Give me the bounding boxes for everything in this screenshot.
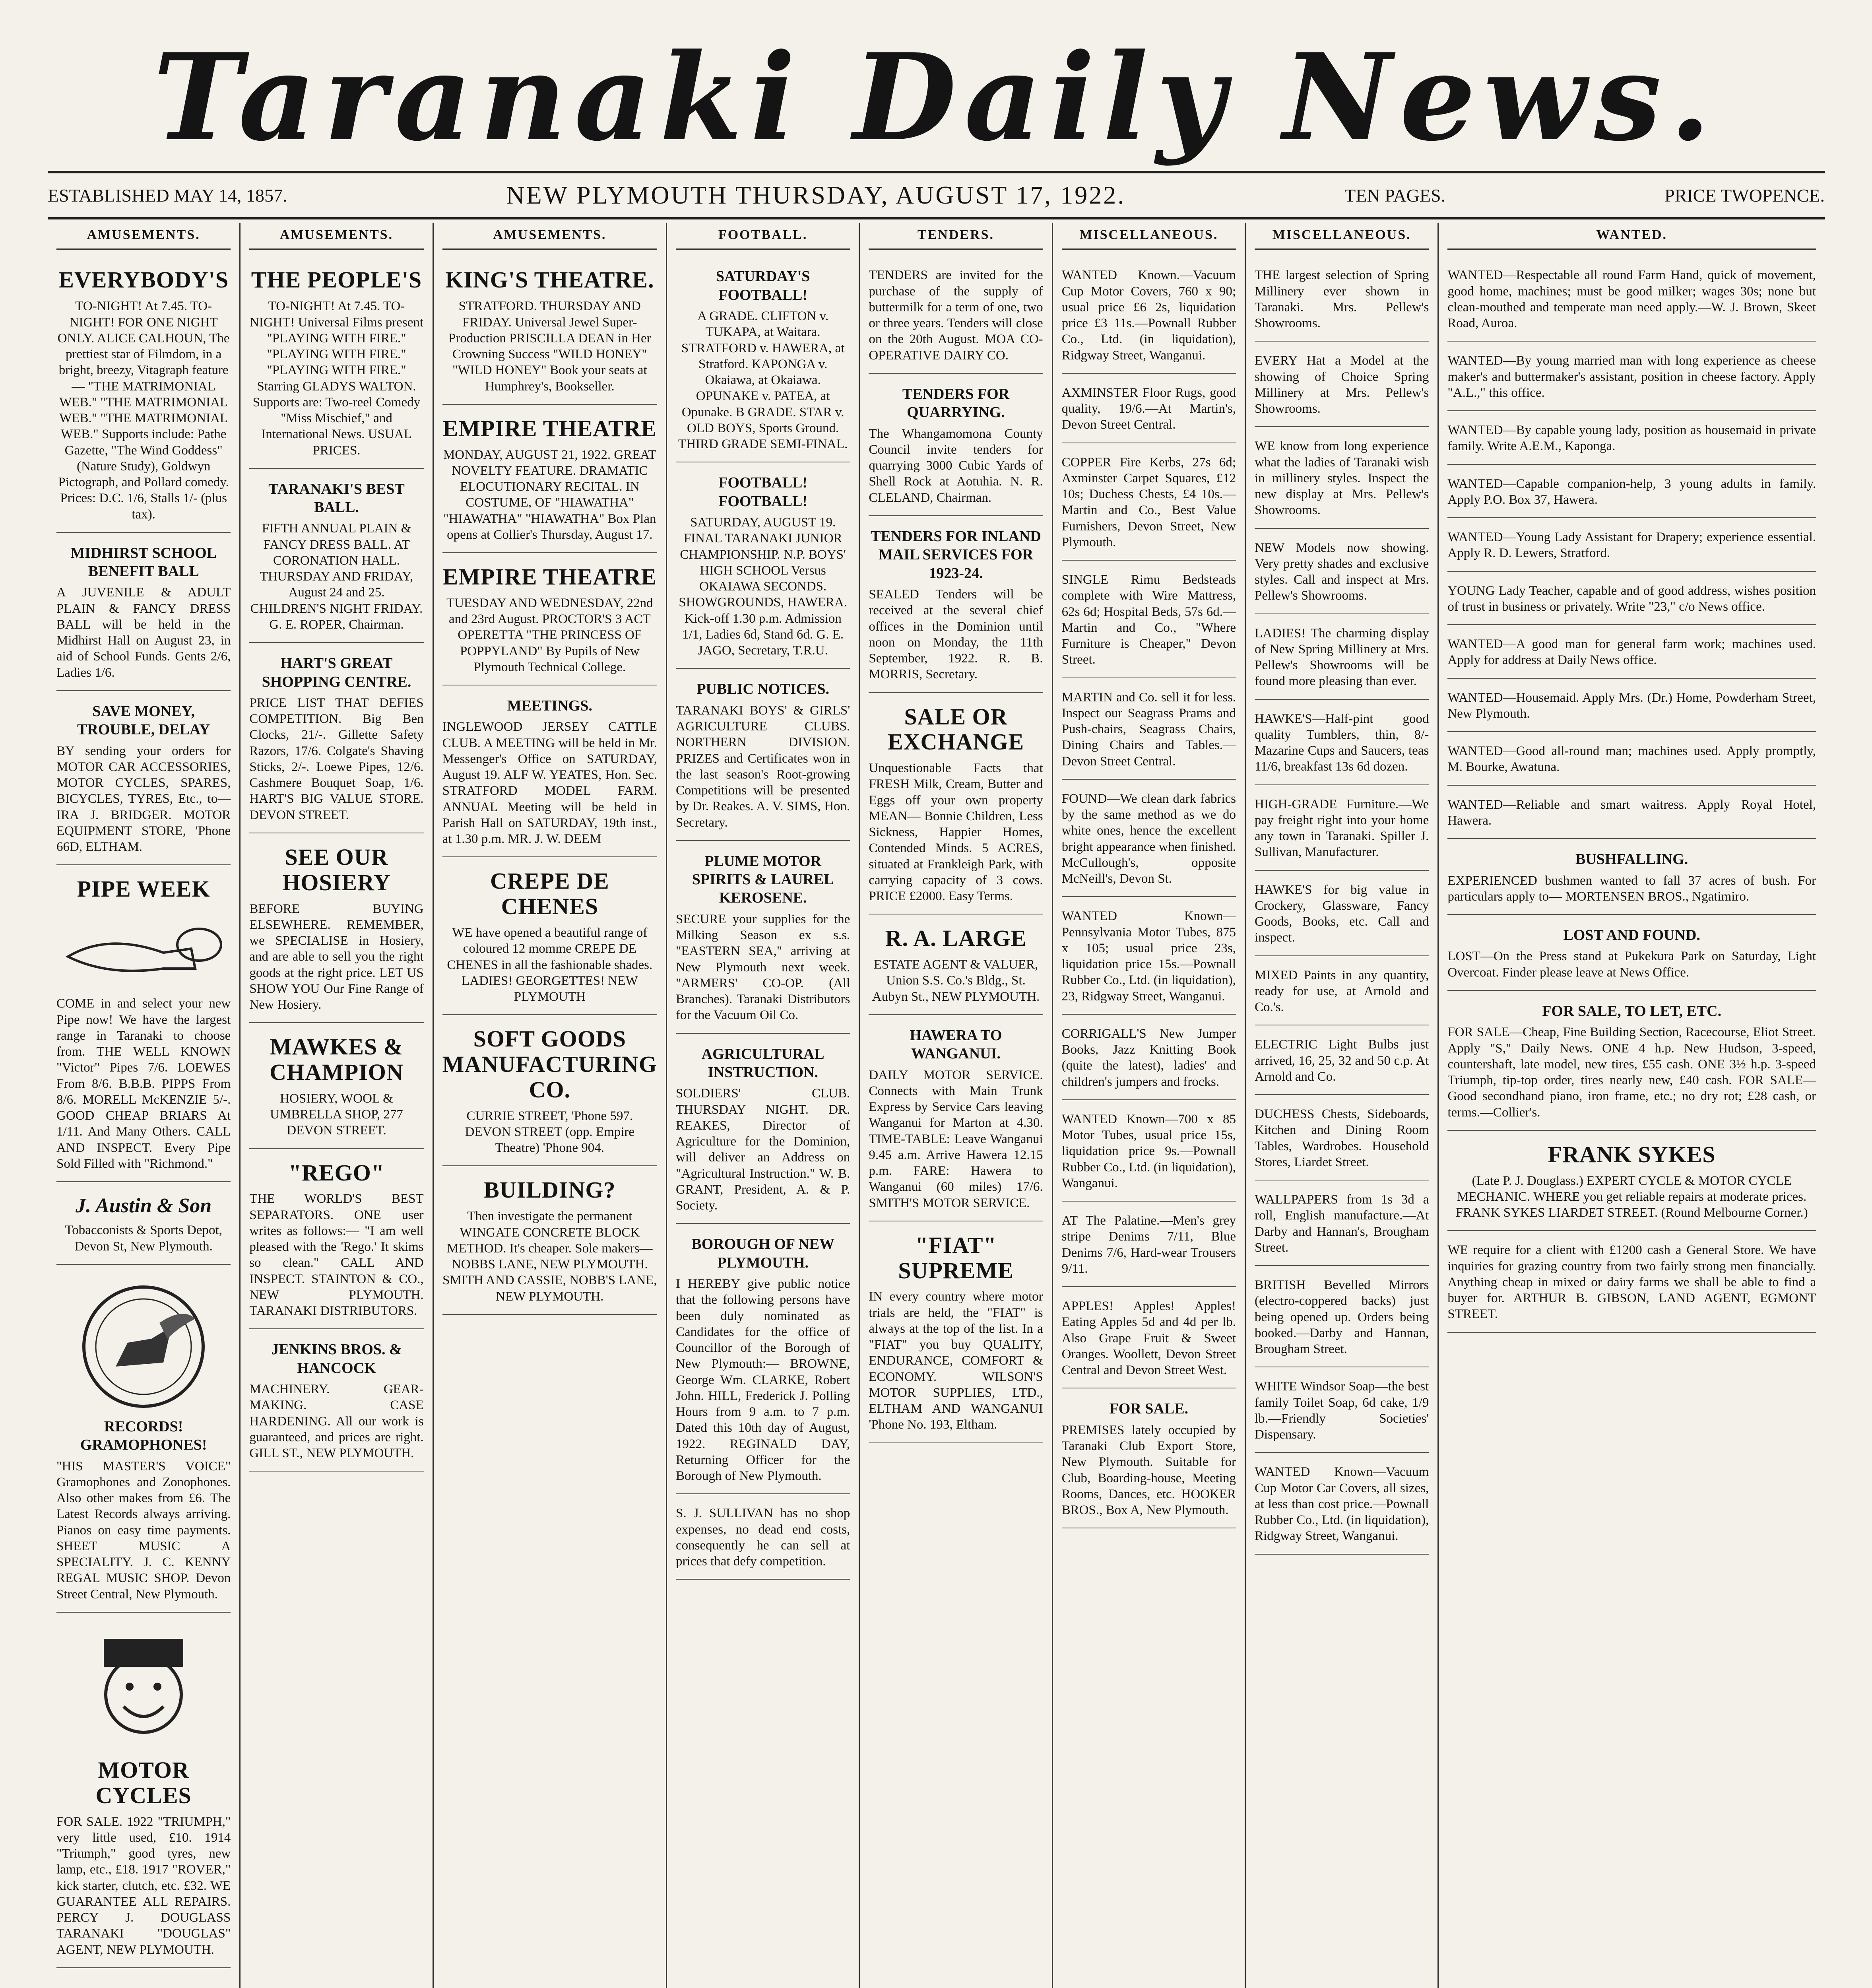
ad [869,520,1043,693]
ad-body: THE WORLD'S BEST SEPARATORS. ONE user writes as follows:— "I am well pleased with the 'Rego.' It skims so clean." CALL AND INSPECT. STAINTON & CO., NEW PLYMOUTH. TARANAKI DISTRIBUTORS. [249,1192,424,1318]
classified-ad [1447,576,1816,625]
column-football [667,223,860,1988]
column-heading: FOOTBALL. [676,223,850,250]
classified-ad [1447,415,1816,465]
classified-ad [1255,1184,1429,1266]
ad-body: S. J. SULLIVAN has no shop expenses, no dead end costs, consequently he can sell at prices that defy competition. [675,1506,850,1569]
ad-title: SAVE MONEY, TROUBLE, DELAY [77,703,210,738]
signature-austin: J. Austin & Son [76,1194,212,1217]
ad [56,1617,231,1968]
ad [249,260,423,468]
ad-body: I HEREBY give public notice that the following persons have been duly nominated as Candidates for the office of Councillor of the Borough of New Plymouth:— BROWNE, George Wm. CLARKE, Robert John. HILL, Frederick J. Polling Hours from 9 a.m. to 7 p.m. Dated this 10th day of August, 1922. REGINALD DAY, Returning Officer for the Borough of New Plymouth. [675,1277,850,1483]
ad [869,918,1043,1015]
ad [442,260,657,404]
ad [56,695,231,865]
ad-title: SEE OUR HOSIERY [282,844,391,895]
ad-body: BRITISH Bevelled Mirrors (electro-coppered backs) just being opened up. Orders being booked.—Darby and Hannan, Brougham Street. [1254,1278,1429,1357]
ad-body: FIFTH ANNUAL PLAIN & FANCY DRESS BALL. AT CORONATION HALL. THURSDAY AND FRIDAY, August 24 and 25. CHILDREN'S NIGHT FRIDAY. G. E. ROPER, Chairman. [250,521,423,632]
ad-body: WANTED—Reliable and smart waitress. Apply Royal Hotel, Hawera. [1447,797,1816,828]
column-heading: AMUSEMENTS. [249,223,423,250]
ad-body: WANTED—Good all-round man; machines used. Apply promptly, M. Bourke, Awatuna. [1447,744,1816,775]
pages-count: TEN PAGES. [1344,185,1446,206]
classified-ad [1447,469,1816,518]
classified-ad [1062,260,1236,374]
ad-body: EVERY Hat a Model at the showing of Choice Spring Millinery at Mrs. Pellew's Showrooms. [1254,353,1429,416]
his-masters-voice-logo [68,1283,219,1410]
ad-title: BUILDING? [484,1177,616,1203]
ad-body: CORRIGALL'S New Jumper Books, Jazz Knitting Book (quite the latest), ladies' and children's jumpers and frocks. [1061,1026,1236,1089]
ad-title: MAWKES & CHAMPION [270,1034,403,1085]
ad [56,869,231,1182]
classified-ad [1062,447,1236,561]
ad-body: WANTED—A good man for general farm work; machines used. Apply for address at Daily News office. [1447,637,1816,668]
ad [249,837,423,1023]
classified-ad [1447,1135,1816,1231]
ad-title: CREPE DE CHENES [490,868,609,920]
ad [249,647,423,833]
column-heading: TENDERS. [869,223,1043,250]
ad-body: WALLPAPERS from 1s 3d a roll, English manufacture.—At Darby and Hannan's, Brougham Street. [1254,1192,1429,1255]
ad-body: THE largest selection of Spring Millinery ever shown in Taranaki. Mrs. Pellew's Showrooms. [1254,268,1429,331]
ad [249,1153,423,1330]
ad-body: INGLEWOOD JERSEY CATTLE CLUB. A MEETING will be held in Mr. Messenger's Office on SATURDAY, August 19. ALF W. YEATES, Hon. Sec. STRATFORD MODEL FARM. ANNUAL Meeting will be held in Parish Hall on SATURDAY, 19th inst., at 1.30 p.m. MR. J. W. DEEM [442,720,657,846]
ad [869,697,1043,915]
ad-body: FOR SALE. 1922 "TRIUMPH," very little used, £10. 1914 "Triumph," good tyres, new lamp, etc., £18. 1917 "ROVER," kick starter, clutch, etc. £32. WE GUARANTEE ALL REPAIRS. PERCY J. DOUGLASS TARANAKI "DOUGLAS" AGENT, NEW PLYMOUTH. [56,1814,231,1957]
ad-body: WANTED—Housemaid. Apply Mrs. (Dr.) Home, Powderham Street, New Plymouth. [1447,690,1816,721]
ad-title: "REGO" [288,1159,385,1186]
ad-body: (Late P. J. Douglass.) EXPERT CYCLE & MOTOR CYCLE MECHANIC. WHERE you get reliable repairs at moderate prices. FRANK SYKES LIARDET STREET. (Round Melbourne Corner.) [1455,1173,1808,1220]
classified-ad [1447,995,1816,1131]
ad-body: SECURE your supplies for the Milking Season ex s.s. "EASTERN SEA," arriving at New Plymouth next week. "ARMERS' CO-OP. (All Branches). Taranaki Distributors for the Vacuum Oil Co. [675,912,850,1023]
ad-body: BY sending your orders for MOTOR CAR ACCESSORIES, MOTOR CYCLES, SPARES, BICYCLES, TYRES, Etc., to— IRA J. BRIDGER. MOTOR EQUIPMENT STORE, 'Phone 66D, ELTHAM. [56,744,231,854]
classified-ad [1255,533,1429,614]
ad [869,1019,1043,1221]
classified-ad [1447,1235,1816,1332]
ad-title: EMPIRE THEATRE [442,564,657,590]
ad-body: The Whangamomona County Council invite tenders for quarrying 3000 Cubic Yards of Shell Rock at Aotuhia. N. R. CLELAND, Chairman. [869,426,1043,505]
ad [676,1038,850,1224]
column-heading: AMUSEMENTS. [56,223,231,250]
column-miscellaneous-2 [1246,223,1439,1988]
ad-title: PUBLIC NOTICES. [696,681,829,698]
column-heading: MISCELLANEOUS. [1255,223,1429,250]
ad-body: WANTED—By young married man with long experience as cheese maker's and buttermaker's assistant, position in cheese factory. Apply "A.L.," this office. [1447,353,1816,400]
column-heading: MISCELLANEOUS. [1062,223,1236,250]
price-text: PRICE TWOPENCE. [1664,185,1825,206]
ad [869,1225,1043,1443]
ad-title: EMPIRE THEATRE [442,415,657,441]
column-miscellaneous-1 [1053,223,1246,1988]
classified-ad [1447,260,1816,342]
ad-body: WANTED Known—Pennsylvania Motor Tubes, 875 x 105; usual price 23s, liquidation price 15s.—Pownall Rubber Co., Ltd. (in liquidation), 23, Ridgway Street, Wanganui. [1061,909,1236,1004]
classified-ad [1062,565,1236,678]
ad-title: JENKINS BROS. & HANCOCK [271,1341,402,1376]
ad-body: SEALED Tenders will be received at the several chief offices in the Dominion until noon on Monday, the 11th September, 1922. R. B. MORRIS, Secretary. [869,587,1043,682]
classified-ad [1447,919,1816,991]
ad-body: ELECTRIC Light Bulbs just arrived, 16, 25, 32 and 50 c.p. At Arnold and Co. [1254,1037,1429,1084]
classified-ad [1255,618,1429,700]
classified-ad [1255,789,1429,871]
ad-body: SATURDAY, AUGUST 19. FINAL TARANAKI JUNIOR CHAMPIONSHIP. N.P. BOYS' HIGH SCHOOL Versus OKAIAWA SECONDS. SHOWGROUNDS, HAWERA. Kick-off 1.30 p.m. Admission 1/1, Ladies 6d, Stand 6d. G. E. JAGO, Secretary, T.R.U. [679,515,847,658]
classified-ad [1062,1291,1236,1388]
ad-title: BOROUGH OF NEW PLYMOUTH. [691,1236,834,1271]
ad-body: MONDAY, AUGUST 21, 1922. GREAT NOVELTY FEATURE. DRAMATIC ELOCUTIONARY RECITAL. IN COSTUME, OF "HIAWATHA" "HIAWATHA" "HIAWATHA" Box Plan opens at Collier's Thursday, August 17. [443,447,656,542]
classified-ad [1255,346,1429,427]
classified-ad [1062,1392,1236,1528]
classified-ad [1255,704,1429,785]
ad-title: HART'S GREAT SHOPPING CENTRE. [262,655,411,690]
column-amusements-1 [48,223,241,1988]
ad-title: LOST AND FOUND. [1563,927,1700,944]
ad-body: FOR SALE—Cheap, Fine Building Section, Racecourse, Eliot Street. Apply "S," Daily News. ONE 4 h.p. New Hudson, 3-speed, countershaft, late model, new tires, £55 cash. ONE 3½ h.p. 3-speed Triumph, tip-top order, tires nearly new, £40 cash. FOR SALE—Good secondhand piano, iron frame, etc.; no dry rot; £28 cash, or terms.—Collier's. [1447,1025,1816,1120]
ad-title: TARANAKI'S BEST BALL. [268,480,405,516]
ad-body: WANTED Known—Vacuum Cup Motor Car Covers, all sizes, at less than cost price.—Pownall Rubber Co., Ltd. (in liquidation), Ridgway Street, Wanganui. [1254,1465,1429,1543]
ad-body: PRICE LIST THAT DEFIES COMPETITION. Big Ben Clocks, 21/-. Gillette Safety Razors, 17/6. Colgate's Shaving Sticks, 2/-. Loewe Pipes, 12/6. Cashmere Bouquet Soap, 1/6. HART'S BIG VALUE STORE. DEVON STREET. [249,695,424,822]
ad-title: HAWERA TO WANGANUI. [910,1027,1002,1062]
classified-ad [1255,1457,1429,1554]
ad-body: A JUVENILE & ADULT PLAIN & FANCY DRESS BALL will be held in the Midhirst Hall on August 23, in aid of School Funds. Gents 2/6, Ladies 1/6. [56,585,231,680]
ad-body: APPLES! Apples! Apples! Eating Apples 5d and 4d per lb. Also Grape Fruit & Sweet Oranges. Woollett, Devon Street Central and Devon Street West. [1061,1299,1236,1378]
ad-title: SALE OR EXCHANGE [887,703,1024,755]
info-bar [48,171,1825,219]
ad-title: BUSHFALLING. [1575,851,1688,868]
place-date: NEW PLYMOUTH THURSDAY, AUGUST 17, 1922. [506,181,1126,209]
classified-ad [1062,682,1236,780]
ad [56,1186,231,1265]
ad-body: COME in and select your new Pipe now! We have the largest range in Taranaki to choose from. THE WELL KNOWN "Victor" Pipes 7/6. LOEWES From 8/6. B.B.B. PIPPS From 8/6. MORELL McKENZIE 5/-. GOOD CHEAP BRIARS At 1/11. And Many Others. CALL AND INSPECT. Every Pipe Sold Filled with "Richmond." [56,996,231,1171]
ad-body: EXPERIENCED bushmen wanted to fall 37 acres of bush. For particulars apply to— MORTENSEN BROS., Ngatimiro. [1447,873,1816,904]
column-wanted [1439,223,1825,1988]
ad-body: LOST—On the Press stand at Pukekura Park on Saturday, Light Overcoat. Finder please leave at News Office. [1447,949,1816,980]
ad-body: TENDERS are invited for the purchase of the supply of buttermilk for a term of one, two or three years. Tenders will close on the 20th August. MOA CO-OPERATIVE DAIRY CO. [869,268,1043,363]
ad-body: ESTATE AGENT & VALUER, Union S.S. Co.'s Bldg., St. Aubyn St., NEW PLYMOUTH. [872,957,1040,1004]
ad-body: CURRIE STREET, 'Phone 597. DEVON STREET (opp. Empire Theatre) 'Phone 904. [465,1109,635,1155]
masthead-title: Taranaki Daily News. [153,27,1719,167]
ad [249,473,423,643]
column-heading: WANTED. [1447,223,1816,250]
classified-ad [1255,875,1429,956]
ad-body: Then investigate the permanent WINGATE CONCRETE BLOCK METHOD. It's cheaper. Sole makers— NOBBS LANE, NEW PLYMOUTH. SMITH AND CASSIE, NOBB'S LANE, NEW PLYMOUTH. [442,1209,657,1304]
ad [676,1228,850,1494]
column-heading: AMUSEMENTS. [442,223,657,250]
ad [442,861,657,1015]
ad-body: AXMINSTER Floor Rugs, good quality, 19/6.—At Martin's, Devon Street Central. [1061,385,1236,432]
ad-title: R. A. LARGE [885,925,1027,951]
ad-body: IN every country where motor trials are held, the "FIAT" is always at the top of the list. In a "FIAT" you buy QUALITY, ENDURANCE, COMFORT & ECONOMY. WILSON'S MOTOR SUPPLIES, LTD., ELTHAM AND WANGANUI 'Phone No. 193, Eltham. [869,1289,1043,1432]
ad [56,260,231,532]
ad [676,673,850,841]
ad-body: WANTED—Respectable all round Farm Hand, quick of movement, good home, machines; must be good milker; wages 30s; none but clean-mouthed and temperate man need apply.—W. J. Brown, Skeet Road, Auroa. [1447,268,1816,331]
classified-ad [1255,431,1429,528]
ad-body: STRATFORD. THURSDAY AND FRIDAY. Universal Jewel Super-Production PRISCILLA DEAN in Her Crowning Success "WILD HONEY" "WILD HONEY" Book your seats at Humphrey's, Bookseller. [448,299,651,394]
classified-ad [1447,629,1816,679]
ad [249,1027,423,1149]
ad-title: KING'S THEATRE. [445,267,654,293]
ad [676,260,850,462]
ad-body: WE know from long experience what the ladies of Taranaki wish in millinery styles. Inspect the new display at Mrs. Pellew's Showrooms. [1254,439,1429,518]
ad-title: SOFT GOODS MANUFACTURING CO. [442,1026,657,1103]
classified-ad [1062,1104,1236,1202]
ad-body: WANTED—Young Lady Assistant for Drapery; experience essential. Apply R. D. Lewers, Stratford. [1447,530,1816,561]
ad-title: MIDHIRST SCHOOL BENEFIT BALL [70,544,217,580]
column-tenders [860,223,1053,1988]
ad-title: FRANK SYKES [1548,1141,1716,1167]
ad-body: MARTIN and Co. sell it for less. Inspect our Seagrass Prams and Push-chairs, Seagrass Chairs, Dining Chairs and Tables.—Devon Street Central. [1061,690,1236,769]
ad-body: A GRADE. CLIFTON v. TUKAPA, at Waitara. STRATFORD v. HAWERA, at Stratford. KAPONGA v. Okaiawa, at Okaiawa. OPUNAKE v. PATEA, at Opunake. B GRADE. STAR v. OLD BOYS, Sports Ground. THIRD GRADE SEMI-FINAL. [678,309,848,452]
ad-body: NEW Models now showing. Very pretty shades and exclusive styles. Call and inspect at Mrs. Pellew's Showrooms. [1254,540,1429,603]
ad [442,409,657,553]
classified-ad [1255,1029,1429,1095]
man-portrait-illustration [80,1631,207,1750]
ad-body: HOSIERY, WOOL & UMBRELLA SHOP, 277 DEVON STREET. [270,1091,403,1138]
ad-title: FOR SALE, TO LET, ETC. [1542,1002,1722,1019]
ad [676,1498,850,1580]
ad-title: TENDERS FOR INLAND MAIL SERVICES FOR 1923-24. [871,528,1041,582]
ad [249,1333,423,1472]
ad-title: MOTOR CYCLES [95,1757,192,1808]
ad-body: HAWKE'S—Half-pint good quality Tumblers, thin, 8/- Mazarine Cups and Saucers, teas 11/6, breakfast 13s 6d dozen. [1254,711,1429,774]
ad-body: LADIES! The charming display of New Spring Millinery at Mrs. Pellew's Showrooms will be found more pleasing than ever. [1254,626,1429,689]
classified-ad [1255,1099,1429,1180]
ad-body: HAWKE'S for big value in Crockery, Glassware, Fancy Goods, Books, etc. Call and inspect. [1254,882,1429,945]
ad-title: THE PEOPLE'S [251,267,422,293]
ad-body: BEFORE BUYING ELSEWHERE. REMEMBER, we SPECIALISE in Hosiery, and are able to sell you the right goods at the right price. LET US SHOW YOU Our Fine Range of New Hosiery. [249,901,424,1012]
classified-ad [1447,522,1816,572]
ad-title: RECORDS! GRAMOPHONES! [80,1418,207,1454]
classified-ad [1447,736,1816,786]
ad [442,1170,657,1314]
ad-title: PIPE WEEK [77,876,210,902]
ad [676,466,850,669]
ad-title: FOR SALE. [1109,1400,1189,1417]
ad-title: MEETINGS. [507,697,592,714]
classified-ad [1062,1019,1236,1100]
classified-ad [1447,843,1816,915]
ad-body: MIXED Paints in any quantity, ready for use, at Arnold and Co.'s. [1254,968,1429,1015]
ad [56,1269,231,1613]
ad [442,1019,657,1166]
ad [442,557,657,685]
classified-ad [1447,683,1816,732]
classified-ad [1255,1371,1429,1453]
ad-body: Tobacconists & Sports Depot, Devon St, New Plymouth. [65,1223,222,1254]
ad [869,260,1043,374]
ad-body: FOUND—We clean dark fabrics by the same method as we do white ones, hence the excellent bright appearance when finished. McCullough's, opposite McNeill's, Devon St. [1061,791,1236,886]
ad-body: HIGH-GRADE Furniture.—We pay freight right into your home any town in Taranaki. Spiller J. Sullivan, Manufacturer. [1254,797,1429,860]
ad-body: WANTED—By capable young lady, position as housemaid in private family. Write A.E.M., Kaponga. [1447,423,1816,454]
ad-body: Unquestionable Facts that FRESH Milk, Cream, Butter and Eggs off your own property MEAN— Bonnie Children, Less Sickness, Happier Homes, Contended Minds. 5 ACRES, situated at Frankleigh Park, with carrying capacity of 3 cows. PRICE £2000. Easy Terms. [869,761,1043,904]
classified-ad [1062,1206,1236,1287]
ad-body: PREMISES lately occupied by Taranaki Club Export Store, New Plymouth. Suitable for Club, Boarding-house, Meeting Rooms, Dances, etc. HOOKER BROS., Box A, New Plymouth. [1061,1423,1236,1518]
ad [56,537,231,691]
ad-body: COPPER Fire Kerbs, 27s 6d; Axminster Carpet Squares, £12 10s; Duchess Chests, £4 10s.—Martin and Co., Best Value Furnishers, Devon Street, New Plymouth. [1061,455,1236,549]
classified-ad [1062,378,1236,443]
ad-body: "HIS MASTER'S VOICE" Gramophones and Zonophones. Also other makes from £6. The Latest Records always arriving. Pianos on easy time payments. SHEET MUSIC A SPECIALITY. J. C. KENNY REGAL MUSIC SHOP. Devon Street Central, New Plymouth. [56,1459,231,1602]
classified-ad [1255,1270,1429,1367]
ad-body: DAILY MOTOR SERVICE. Connects with Main Trunk Express by Service Cars leaving Wanganui for Marton at 4.30. TIME-TABLE: Leave Wanganui 9.45 a.m. Arrive Hawera 12.15 p.m. FARE: Hawera to Wanganui (60 miles) 17/6. SMITH'S MOTOR SERVICE. [869,1068,1043,1210]
classified-ad [1255,260,1429,342]
ad-body: YOUNG Lady Teacher, capable and of good address, wishes position of trust in business or privately. Write "23," c/o News office. [1447,583,1816,614]
ad [442,689,657,857]
ad-body: WANTED—Capable companion-help, 3 young adults in family. Apply P.O. Box 37, Hawera. [1447,476,1816,507]
ad-body: WE require for a client with £1200 cash a General Store. We have inquiries for grazing country from two fairly strong men financially. Anything cheap in mixed or dairy farms we shall be able to find a buyer for. ARTHUR B. GIBSON, LAND AGENT, EGMONT STREET. [1447,1243,1816,1322]
ad [869,378,1043,516]
ad-title: PLUME MOTOR SPIRITS & LAUREL KEROSENE. [692,852,834,907]
ad-body: SINGLE Rimu Bedsteads complete with Wire Mattress, 62s 6d; Hospital Beds, 57s 6d.—Martin and Co., "Where Furniture is Cheaper," Devon Street. [1061,573,1236,667]
ad-body: TO-NIGHT! At 7.45. TO-NIGHT! FOR ONE NIGHT ONLY. ALICE CALHOUN, The prettiest star of Filmdom, in a bright, breezy, Vitagraph feature— "THE MATRIMONIAL WEB." "THE MATRIMONIAL WEB." "THE MATRIMONIAL WEB." Supports include: Pathe Gazette, "The Wind Goddess" (Nature Study), Goldwyn Pictograph, and Pollard comedy. Prices: D.C. 1/6, Stalls 1/- (plus tax). [57,299,230,522]
ad-title: TENDERS FOR QUARRYING. [902,385,1010,421]
classified-ad [1447,790,1816,839]
ad [676,845,850,1034]
victor-pipe-illustration [60,909,227,988]
ad-body: MACHINERY. GEAR-MAKING. CASE HARDENING. All our work is guaranteed, and prices are right. GILL ST., NEW PLYMOUTH. [249,1382,424,1461]
column-amusements-3 [434,223,667,1988]
ad-body: TUESDAY AND WEDNESDAY, 22nd and 23rd August. PROCTOR'S 3 ACT OPERETTA "THE PRINCESS OF POPPYLAND" By Pupils of New Plymouth Technical College. [446,596,653,674]
columns [48,223,1825,1988]
ad-title: SATURDAY'S FOOTBALL! [716,268,810,303]
ad-body: WHITE Windsor Soap—the best family Toilet Soap, 6d cake, 1/9 lb.—Friendly Societies' Dispensary. [1254,1379,1429,1442]
established-text: ESTABLISHED MAY 14, 1857. [48,185,287,206]
ad-body: DUCHESS Chests, Sideboards, Kitchen and Dining Room Tables, Wardrobes. Household Stores, Liardet Street. [1254,1107,1429,1169]
classified-ad [1447,346,1816,411]
ad-title: AGRICULTURAL INSTRUCTION. [701,1045,824,1081]
ad-body: AT The Palatine.—Men's grey stripe Denims 7/11, Blue Denims 7/6, Hard-wear Trousers 9/11. [1061,1213,1236,1276]
ad-body: WE have opened a beautiful range of coloured 12 momme CREPE DE CHENES in all the fashionable shades. LADIES! GEORGETTES! NEW PLYMOUTH [447,926,653,1004]
ad-title: "FIAT" SUPREME [898,1232,1014,1283]
classified-ad [1062,784,1236,897]
classified-ad [1062,901,1236,1015]
ad-body: TARANAKI BOYS' & GIRLS' AGRICULTURE CLUBS. NORTHERN DIVISION. PRIZES and Certificates won in the last season's Root-growing Competitions will be presented by Dr. Reakes. A. V. SIMS, Hon. Secretary. [675,703,850,830]
ad-body: WANTED Known.—Vacuum Cup Motor Covers, 760 x 90; usual price £6 2s, liquidation price £3 11s.—Pownall Rubber Co., Ltd. (in liquidation), Ridgway Street, Wanganui. [1061,268,1236,363]
ad-body: WANTED Known—700 x 85 Motor Tubes, usual price 15s, liquidation price 9s.—Pownall Rubber Co., Ltd. (in liquidation), Wanganui. [1061,1112,1236,1190]
ad-body: TO-NIGHT! At 7.45. TO-NIGHT! Universal Films present "PLAYING WITH FIRE." "PLAYING WITH FIRE." "PLAYING WITH FIRE." Starring GLADYS WALTON. Supports are: Two-reel Comedy "Miss Mischief," and International News. USUAL PRICES. [249,299,424,458]
classified-ad [1255,960,1429,1026]
ad-body: SOLDIERS' CLUB. THURSDAY NIGHT. DR. REAKES, Director of Agriculture for the Dominion, will deliver an Address on "Agricultural Instruction." W. B. GRANT, President, A. & P. Society. [675,1086,850,1213]
ad-title: FOOTBALL! FOOTBALL! [718,474,808,510]
ad-title: EVERYBODY'S [58,267,229,293]
column-amusements-2 [241,223,433,1988]
